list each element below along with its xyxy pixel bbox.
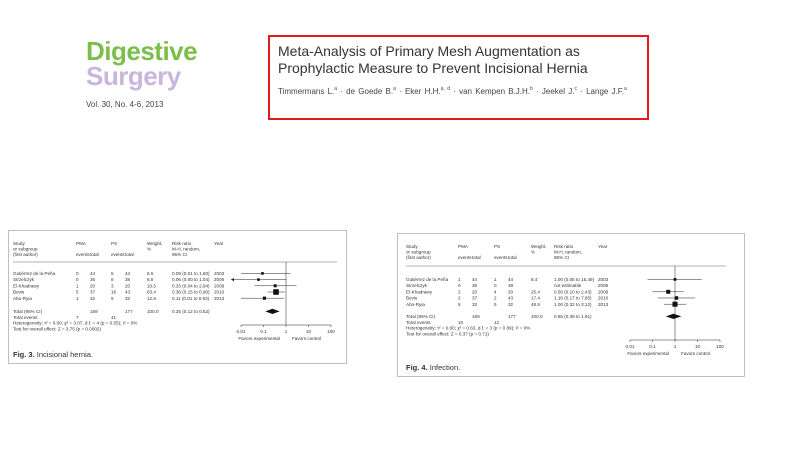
figure-caption-number: Fig. 3. — [13, 350, 37, 359]
ps-events: 9 — [111, 295, 114, 301]
header-study: or subgroup — [406, 249, 431, 255]
header-ps: PS — [494, 244, 501, 249]
pma-total: 20 — [472, 289, 478, 295]
header-pma: PMA — [458, 244, 468, 249]
study-ci: 0.33 (0.04 to 2.94) — [172, 283, 210, 289]
study-ci: 1.00 (0.06 to 15.49) — [554, 277, 595, 282]
total-weight: 100.0 — [147, 309, 159, 314]
overall-effect-text: Test for overall effect: Z = 0.37 (p = 0.71) — [406, 331, 489, 337]
figure-4-forest-plot — [398, 234, 746, 378]
ps-total: 38 — [508, 283, 514, 289]
total-pma: 169 — [90, 309, 98, 314]
ps-events: 16 — [111, 289, 117, 295]
overall-effect-text: Test for overall effect: Z = 3.75 (p = 0.0002) — [13, 326, 102, 332]
total-ci: 0.86 (0.39 to 1.91) — [554, 314, 592, 319]
author-affiliation: a, d — [440, 86, 450, 92]
study-name: Abo-Ryia — [406, 301, 425, 307]
article-title-line1: Meta-Analysis of Primary Mesh Augmentation as — [278, 43, 580, 59]
total-events-label: Total events — [406, 319, 431, 325]
study-ci: 0.11 (0.01 to 0.83) — [172, 295, 210, 301]
header-risk-ratio: M-H, random, — [172, 246, 201, 252]
figure-4-panel — [397, 233, 745, 377]
pooled-diamond — [265, 309, 279, 314]
pma-events: 5 — [458, 301, 461, 307]
header-risk-ratio: Risk ratio — [172, 241, 192, 246]
point-estimate-square — [274, 284, 277, 287]
article-title-box — [268, 35, 649, 120]
ps-total: 20 — [508, 289, 514, 295]
header-study: Study — [406, 244, 418, 249]
header-ps-total: total — [125, 252, 134, 257]
journal-volume: Vol. 30, No. 4-6, 2013 — [86, 100, 164, 109]
study-weight: 63.4 — [147, 289, 156, 295]
pma-total: 32 — [90, 295, 96, 301]
study-weight: 10.5 — [147, 283, 156, 289]
figure-3-forest-plot — [9, 231, 348, 365]
header-risk-ratio: 95% CI — [172, 252, 188, 257]
x-axis-tick-label: 1 — [284, 329, 288, 334]
header-ps-events: events — [111, 252, 125, 257]
header-pma: PMA — [76, 241, 86, 246]
study-year: 2003 — [214, 271, 225, 276]
header-pma-events: events — [458, 255, 472, 260]
favors-control-label: Favors control — [681, 351, 711, 356]
journal-logo-line2: Surgery — [86, 61, 181, 91]
pma-total: 37 — [90, 289, 96, 295]
header-ps-events: events — [494, 255, 508, 260]
favors-experimental-label: Favors experimental — [627, 351, 669, 356]
figure-caption — [406, 363, 460, 372]
study-year: 2010 — [214, 289, 225, 295]
x-axis-tick-label: 0.1 — [260, 329, 267, 334]
favors-control-label: Favors control — [292, 336, 322, 341]
header-pma-events: events — [76, 252, 90, 257]
ps-total: 44 — [508, 277, 514, 282]
pma-events: 0 — [76, 271, 79, 276]
x-axis-tick-label: 0.01 — [625, 344, 635, 349]
figure-3-panel — [8, 230, 347, 364]
total-events-pma: 10 — [458, 319, 464, 325]
study-weight: 17.4 — [531, 295, 540, 301]
study-ci: 0.36 (0.15 to 0.90) — [172, 289, 210, 295]
total-ps: 177 — [125, 309, 133, 314]
pma-total: 44 — [90, 271, 96, 276]
point-estimate-square — [263, 297, 266, 300]
ps-total: 32 — [508, 301, 514, 307]
header-weight: % — [531, 249, 536, 255]
study-name: Gutiérrez de la Peña — [406, 277, 449, 282]
total-events-ps: 12 — [494, 319, 500, 325]
author-name[interactable]: de Goede B. — [346, 87, 394, 96]
ps-events: 2 — [494, 295, 497, 301]
author-name[interactable]: Lange J.F. — [586, 87, 625, 96]
pma-total: 44 — [472, 277, 478, 282]
header-study: (first author) — [13, 252, 38, 257]
header-risk-ratio: M-H, random, — [554, 249, 583, 255]
total-events-label: Total events — [13, 314, 38, 320]
study-year: 2006 — [214, 277, 225, 283]
author-affiliation: c — [574, 86, 577, 92]
ps-total: 43 — [508, 295, 514, 301]
header-weight: Weight, — [147, 241, 163, 246]
header-pma-total: total — [90, 252, 99, 257]
author-name[interactable]: Timmermans L. — [278, 87, 335, 96]
pma-events: 0 — [76, 277, 79, 283]
figure-caption — [13, 350, 93, 359]
ps-total: 32 — [125, 295, 131, 301]
study-weight: 6.5 — [147, 277, 154, 283]
point-estimate-square — [666, 290, 670, 294]
pma-events: 0 — [458, 283, 461, 289]
author-affiliation: a — [334, 86, 338, 92]
header-year: Year — [598, 244, 608, 249]
study-year: 2003 — [598, 277, 609, 282]
x-axis-tick-label: 10 — [305, 329, 312, 334]
study-ci: not estimable — [554, 283, 582, 289]
study-year: 2013 — [214, 295, 225, 301]
total-events-pma: 7 — [76, 314, 79, 320]
study-year: 2009 — [214, 283, 225, 289]
header-year: Year — [214, 241, 224, 246]
ps-total: 43 — [125, 289, 131, 295]
total-events-ps: 41 — [111, 314, 117, 320]
ci-arrow — [231, 278, 234, 281]
point-estimate-square — [261, 272, 264, 275]
study-weight: 8.4 — [531, 277, 538, 282]
figure-caption-number: Fig. 4. — [406, 363, 430, 372]
study-year: 2006 — [598, 283, 609, 289]
study-ci: 1.00 (0.32 to 3.12) — [554, 301, 592, 307]
header-risk-ratio: 95% CI — [554, 255, 570, 260]
ps-events: 5 — [111, 271, 114, 276]
header-weight: Weight, — [531, 244, 547, 249]
x-axis-tick-label: 0.01 — [236, 329, 246, 334]
header-pma-total: total — [472, 255, 481, 260]
study-weight: 48.8 — [531, 301, 540, 307]
author-name[interactable]: van Kempen B.J.H. — [459, 87, 531, 96]
ps-events: 8 — [111, 277, 114, 283]
x-axis-tick-label: 100 — [716, 344, 724, 349]
article-title-line2: Prophylactic Measure to Prevent Incisional Hernia — [278, 60, 588, 76]
study-weight: 6.5 — [147, 271, 154, 276]
total-weight: 100.0 — [531, 314, 543, 319]
header-ps-total: total — [508, 255, 517, 260]
study-name: Gutiérrez de la Peña — [13, 271, 56, 276]
ps-total: 38 — [125, 277, 131, 283]
pma-events: 1 — [76, 283, 79, 289]
study-name: Bevis — [13, 289, 25, 295]
ps-events: 3 — [111, 283, 114, 289]
author-list: Timmermans L.$^a$ · de Goede B.$^a$ · Eker H.H.$^{a, d}$ · van Kempen B.J.H.$^b$ · Jeekel J.$^c$ · Lange J.F.$^a$ — [278, 86, 627, 96]
study-name: Bevis — [406, 295, 418, 301]
figure-caption-text: Incisional hernia. — [36, 350, 94, 359]
author-affiliation: a — [624, 86, 627, 92]
point-estimate-square — [273, 289, 279, 295]
total-ps: 177 — [508, 314, 516, 319]
favors-experimental-label: Favors experimental — [238, 336, 280, 341]
ps-events: 4 — [494, 289, 497, 295]
total-label: Total (95% CI) — [406, 314, 436, 319]
study-weight: 12.8 — [147, 295, 156, 301]
ps-events: 5 — [494, 301, 497, 307]
pma-total: 20 — [90, 283, 96, 289]
pma-total: 36 — [472, 283, 478, 289]
study-name: Strzelczyk — [13, 277, 34, 283]
header-study: Study — [13, 241, 25, 246]
x-axis-tick-label: 100 — [327, 329, 335, 334]
study-name: El-Khadrawy — [13, 283, 40, 289]
study-year: 2013 — [598, 301, 609, 307]
author-affiliation: b — [530, 86, 533, 92]
study-weight: 25.4 — [531, 289, 540, 295]
header-weight: % — [147, 246, 152, 252]
journal-logo-line1: Digestive — [86, 36, 198, 66]
figure-caption-text: Infection. — [429, 363, 461, 372]
pma-total: 36 — [90, 277, 96, 283]
header-study: (first author) — [406, 255, 431, 260]
pma-events: 5 — [76, 289, 79, 295]
ps-events: 1 — [494, 277, 497, 282]
ps-events: 0 — [494, 283, 497, 289]
study-year: 2010 — [598, 295, 609, 301]
author-name[interactable]: Jeekel J. — [541, 87, 575, 96]
header-risk-ratio: Risk ratio — [554, 244, 574, 249]
study-name: Strzelczyk — [406, 283, 427, 289]
total-label: Total (95% CI) — [13, 309, 43, 314]
ps-total: 20 — [125, 283, 131, 289]
pma-events: 1 — [458, 277, 461, 282]
total-pma: 169 — [472, 314, 480, 319]
study-year: 2009 — [598, 289, 609, 295]
point-estimate-square — [257, 278, 260, 281]
study-ci: 0.06 (0.00 to 1.04) — [172, 277, 210, 283]
author-name[interactable]: Eker H.H. — [404, 87, 441, 96]
pma-events: 2 — [458, 295, 461, 301]
x-axis-tick-label: 0.1 — [649, 344, 656, 349]
study-ci: 1.16 (0.17 to 7.85) — [554, 295, 592, 301]
ps-total: 44 — [125, 271, 131, 276]
pma-events: 1 — [76, 295, 79, 301]
study-name: Abo-Ryia — [13, 295, 32, 301]
pma-total: 32 — [472, 301, 478, 307]
pma-events: 2 — [458, 289, 461, 295]
pooled-diamond — [666, 314, 682, 319]
heterogeneity-text: Heterogeneity: τ² = 0.00; χ² = 3.07, d.f. = 4 (p = 0.55); I² = 0% — [13, 320, 138, 326]
pma-total: 37 — [472, 295, 478, 301]
study-name: El-Khadrawy — [406, 289, 433, 295]
study-ci: 0.09 (0.01 to 1.60) — [172, 271, 210, 276]
author-affiliation: a — [393, 86, 396, 92]
x-axis-tick-label: 10 — [694, 344, 701, 349]
total-ci: 0.25 (0.12 to 0.52) — [172, 309, 210, 314]
header-study: or subgroup — [13, 246, 38, 252]
header-ps: PS — [111, 241, 118, 246]
heterogeneity-text: Heterogeneity: τ² = 0.00; χ² = 0.63, d.f. = 3 (p = 0.89); I² = 0% — [406, 325, 531, 331]
x-axis-tick-label: 1 — [673, 344, 677, 349]
study-ci: 0.50 (0.10 to 2.43) — [554, 289, 592, 295]
